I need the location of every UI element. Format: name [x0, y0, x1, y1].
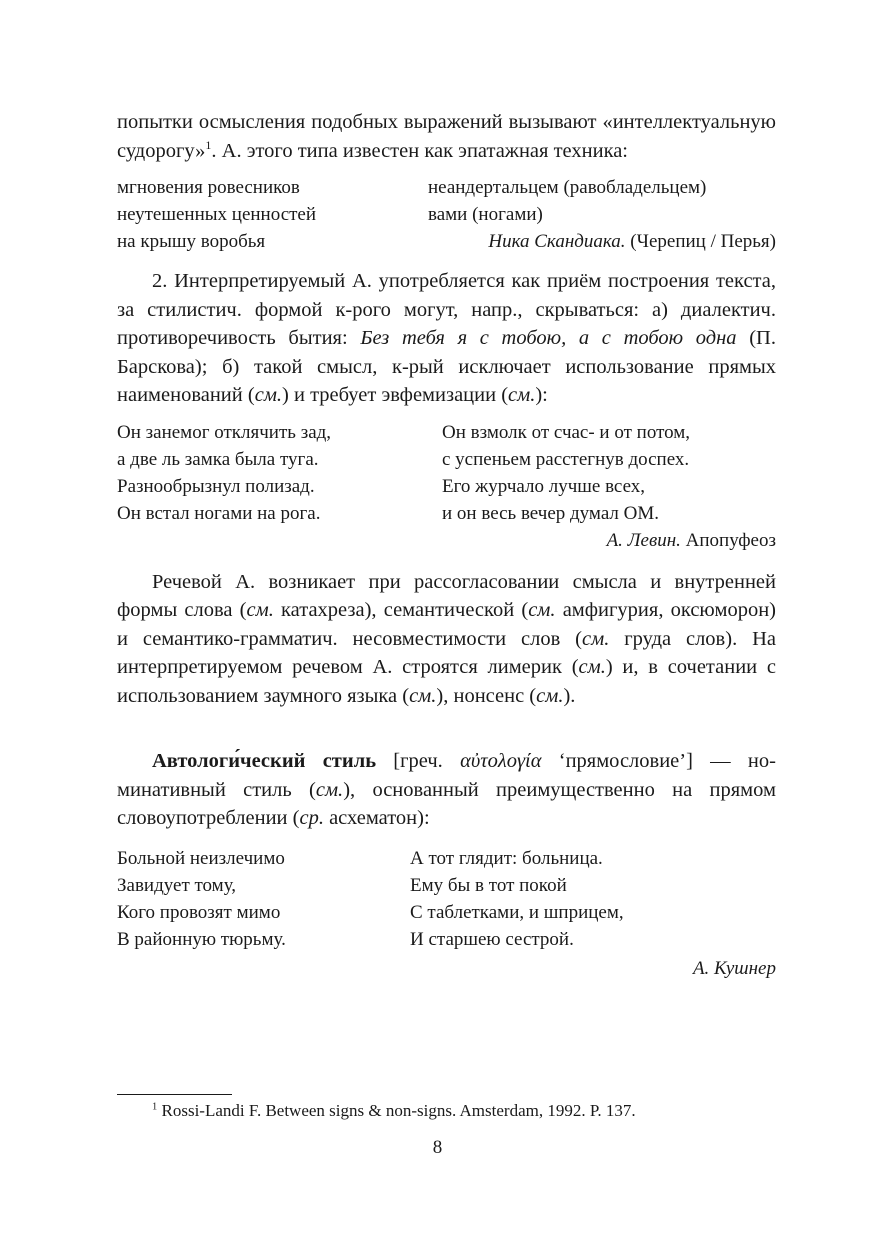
verse-line: Он занемог отклячить зад,: [117, 421, 332, 443]
footnote-text: Rossi-Landi F. Between signs & non-signs. Amsterdam, 1992. P. 137.: [157, 1101, 636, 1120]
text-run: асхематон):: [323, 807, 430, 829]
verse-line: Его журчало лучше всех,: [442, 475, 646, 497]
verse-right-column: [410, 845, 624, 953]
text-run: амфигурия, оксюморон) и семантико-грамматич. несовместимости слов (: [117, 599, 776, 650]
verse-line: Завидует тому,: [117, 874, 237, 896]
paragraph-continuation: [117, 108, 776, 165]
footnote-divider: [117, 1094, 232, 1095]
text-run: ):: [535, 384, 548, 406]
verse-line: Кого провозят мимо: [117, 901, 281, 923]
paragraph-speech: [117, 568, 776, 711]
text-run: ), нонсенс (: [436, 684, 537, 707]
page-number: 8: [432, 1137, 443, 1158]
verse-columns: [117, 845, 776, 953]
verse-line: И старшею сестрой.: [410, 928, 574, 950]
verse-line: А тот глядит: больница.: [410, 847, 603, 869]
verse-line: мгновения ровесников: [117, 177, 300, 198]
verse-line: Больной неизлечимо: [117, 847, 285, 869]
text-run: (П. Барскова); б) такой смысл, к-рый исключает использование прямых наименований (: [117, 327, 776, 406]
verse-left-column: [117, 419, 442, 527]
text-run-italic: см.: [315, 778, 344, 801]
page-body: [117, 108, 776, 982]
attribution-author: Ника Скандиака.: [488, 231, 626, 252]
verse-right-column: [442, 419, 690, 527]
text-run-italic: см.: [578, 656, 606, 678]
footnote-marker[interactable]: 1: [205, 137, 212, 152]
text-run-italic: Без тебя я с тобою, а с тобою одна: [360, 327, 737, 349]
paragraph-interpreted: [117, 267, 776, 410]
attribution-author: А. Левин.: [606, 529, 681, 551]
entry-headword: Автологи́ческий стиль: [152, 750, 377, 772]
text-run: катахреза), семантической (: [273, 599, 529, 621]
verse-columns: [117, 419, 776, 527]
attribution-author: А. Кушнер: [692, 957, 776, 979]
verse-line: и он весь вечер думал ОМ.: [442, 502, 660, 524]
footnote-number: 1: [152, 1101, 158, 1113]
text-run-italic: см.: [246, 599, 274, 621]
verse-left-column: [117, 174, 428, 255]
dictionary-entry: [117, 747, 776, 833]
attribution-title: Апопуфеоз: [685, 529, 776, 551]
verse-attribution: [117, 527, 776, 554]
text-run-italic: см.: [254, 384, 283, 406]
text-run: ).: [563, 684, 576, 707]
text-run: Речевой А. возникает при рассогласовании смысла и внутренней формы слова (: [117, 570, 776, 621]
text-run-italic: αὐτολογία: [460, 750, 542, 772]
text-run-italic: ср.: [299, 807, 324, 829]
verse-line: Ему бы в тот покой: [410, 874, 567, 896]
attribution-title: (Черепиц / Перья): [630, 231, 776, 252]
verse-block-1: [117, 174, 776, 255]
text-run-italic: см.: [536, 684, 564, 707]
verse-line: С таблетками, и шприцем,: [410, 901, 624, 923]
text-run-italic: см.: [528, 599, 556, 621]
verse-line: а две ль замка была туга.: [117, 448, 319, 470]
text-run: [греч.: [376, 750, 461, 772]
text-run: . А. этого типа известен как эпатажная техника:: [211, 139, 629, 162]
verse-line: Он встал ногами на рога.: [117, 502, 321, 524]
text-run: ‘прямословие’] — номинативный стиль (: [117, 750, 776, 801]
verse-line: неутешенных ценностей: [117, 204, 317, 225]
verse-block-2: [117, 419, 776, 554]
verse-block-3: [117, 845, 776, 982]
text-run: ) и требует эвфемизации (: [282, 384, 509, 406]
text-run-italic: см.: [409, 684, 437, 707]
verse-line: на крышу воробья: [117, 231, 266, 252]
verse-line: вами (ногами): [428, 204, 543, 225]
text-run-italic: см.: [582, 627, 610, 650]
verse-line: неандертальцем (равобладельцем): [428, 177, 707, 198]
verse-left-column: [117, 845, 410, 953]
text-run-italic: см.: [508, 384, 536, 406]
text-run: груда слов). На интерпретируемом речевом А. строятся лимерик (: [117, 627, 776, 678]
verse-line: Разнообрызнул полизад.: [117, 475, 315, 497]
verse-line: В районную тюрьму.: [117, 928, 286, 950]
text-run: ) и, в сочетании с использованием заумного языка (: [117, 656, 776, 707]
text-run: ), основанный преимущественно на прямом словоупотреблении (: [117, 778, 776, 829]
verse-line: Он взмолк от счас- и от потом,: [442, 421, 691, 443]
verse-attribution: [117, 955, 776, 982]
text-run: попытки осмысления подобных выражений вызывают «интеллектуальную судорогу»: [117, 111, 776, 162]
verse-line: с успеньем расстегнув доспех.: [442, 448, 690, 470]
footnote: [152, 1100, 636, 1122]
text-run: 2. Интерпретируемый А. употребляется как приём построения текста, за стилистич. формой к-рого могут, напр., скрываться: а) диалектич. противоречивость бытия:: [117, 270, 776, 349]
